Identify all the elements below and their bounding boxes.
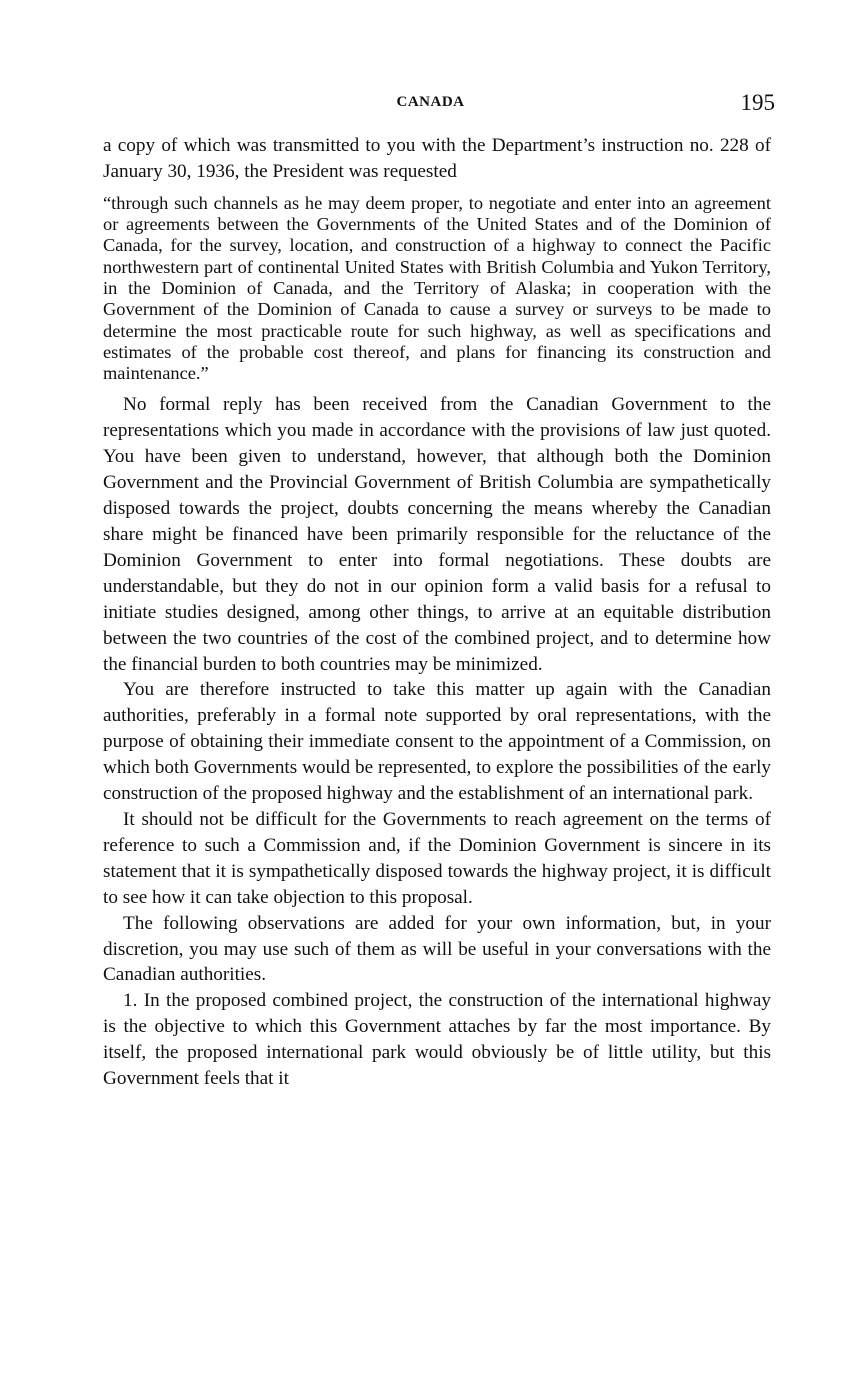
numbered-paragraph: 1. In the proposed combined project, the construction of the international highway is the objective to which this Government attaches by far the most importance. By itself, the proposed international park would obviously be of little utility, but this Government feels that it bbox=[103, 990, 771, 1090]
paragraph: The following observations are added for your own information, but, in your discretion, you may use such of them as will be useful in your conversations with the Canadian authorities. bbox=[103, 912, 771, 986]
paragraph: You are therefore instructed to take this matter up again with the Canadian authorities, preferably in a formal note supported by oral representations, with the purpose of obtaining their immediate consent to the appointment of a Commission, on which both Governments would be represented, to explore the possibilities of the early construction of the proposed highway and the establishment of an international park. bbox=[103, 679, 771, 805]
paragraph: No formal reply has been received from the Canadian Government to the representations which you made in accordance with the provisions of law just quoted. You have been given to understand, however, that although both the Dominion Government and the Provincial Government of British Columbia are sympathetically disposed towards the project, doubts concerning the means whereby the Canadian share might be financed have been primarily responsible for the reluctance of the Dominion Government to enter into formal negotiations. These doubts are understandable, but they do not in our opinion form a valid basis for a refusal to initiate studies designed, among other things, to arrive at an equitable distribution between the two countries of the cost of the combined project, and to determine how the financial burden to both countries may be minimized. bbox=[103, 394, 771, 675]
paragraph: It should not be difficult for the Governments to reach agreement on the terms of reference to such a Commission and, if the Dominion Government is sincere in its statement that it is sympathetically disposed towards the highway project, it is difficult to see how it can take objection to this proposal. bbox=[103, 808, 771, 908]
block-quote: “through such channels as he may deem proper, to negotiate and enter into an agreement or agreements between the Governments of the United States and of the Dominion of Canada, for the survey, location, and construction of a highway to connect the Pacific northwestern part of continental United States with British Columbia and Yukon Territory, in the Dominion of Canada, and the Territory of Alaska; in cooperation with the Government of the Dominion of Canada to cause a survey or surveys to be made to determine the most practicable route for such highway, as well as specifications and estimates of the probable cost thereof, and plans for financing its construction and maintenance.” bbox=[103, 192, 771, 384]
running-title: CANADA bbox=[396, 94, 465, 110]
page-number: 195 bbox=[740, 90, 775, 115]
paragraph-continued: a copy of which was transmitted to you with the Department’s instruction no. 228 of January 30, 1936, the President was requested bbox=[103, 135, 771, 182]
running-head bbox=[0, 90, 861, 118]
body-text bbox=[103, 133, 771, 1092]
